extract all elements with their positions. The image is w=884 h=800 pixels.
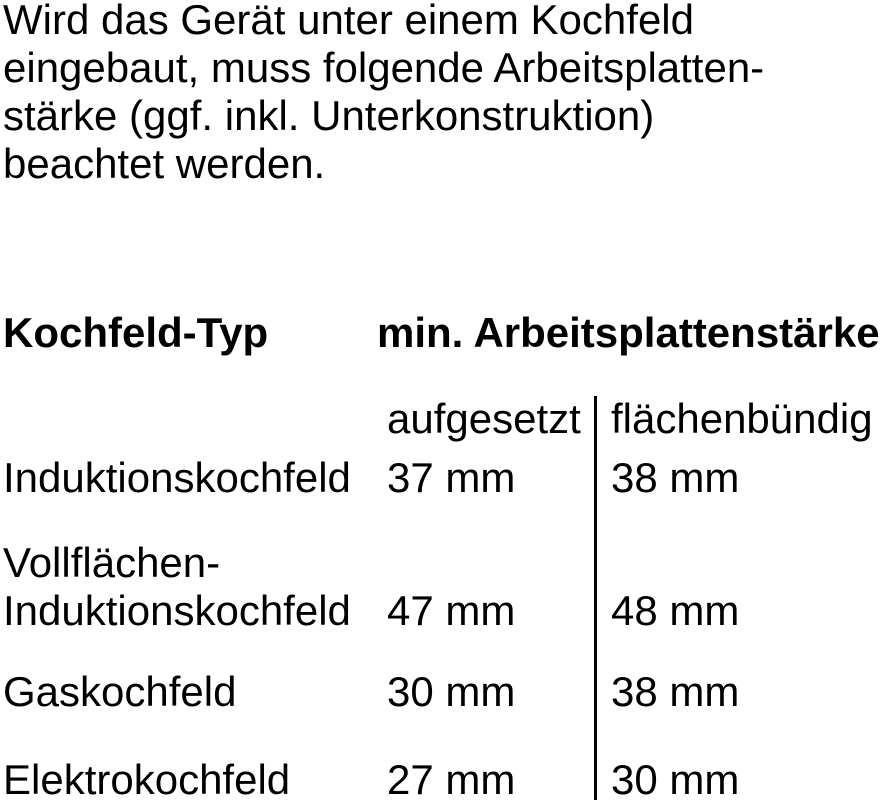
header-min-arbeitsplattenstaerke: min. Arbeitsplattenstärke [377,309,880,356]
row-value-flaechenbuendig: 30 mm [611,756,740,800]
table-row-vollflaechen-induktionskochfeld [0,539,884,635]
table-subheader-row [0,395,884,443]
row-value-flaechenbuendig: 48 mm [611,587,740,634]
table-row-induktionskochfeld [0,454,884,502]
row-value-aufgesetzt: 37 mm [387,454,516,501]
row-type-label: Gaskochfeld [3,668,237,715]
subheader-flaechenbuendig: flächenbündig [611,395,873,442]
row-value-aufgesetzt: 30 mm [387,668,516,715]
table-row-elektrokochfeld [0,756,884,800]
intro-paragraph: Wird das Gerät unter einem Kochfeld eingebaut, muss folgende Arbeitsplatten- stärke (ggf. inkl. Unterkonstruktion) beachtet werden. [3,0,765,187]
row-value-flaechenbuendig: 38 mm [611,454,740,501]
row-type-label: Elektrokochfeld [3,756,291,800]
row-type-label: Induktionskochfeld [3,454,351,501]
row-type-label: Vollflächen- Induktionskochfeld [3,539,351,634]
header-kochfeld-typ: Kochfeld-Typ [3,309,269,356]
row-value-aufgesetzt: 47 mm [387,587,516,634]
subheader-aufgesetzt: aufgesetzt [387,395,581,442]
row-value-aufgesetzt: 27 mm [387,756,516,800]
table-header-row [0,309,884,357]
table-row-gaskochfeld [0,668,884,716]
row-value-flaechenbuendig: 38 mm [611,668,740,715]
